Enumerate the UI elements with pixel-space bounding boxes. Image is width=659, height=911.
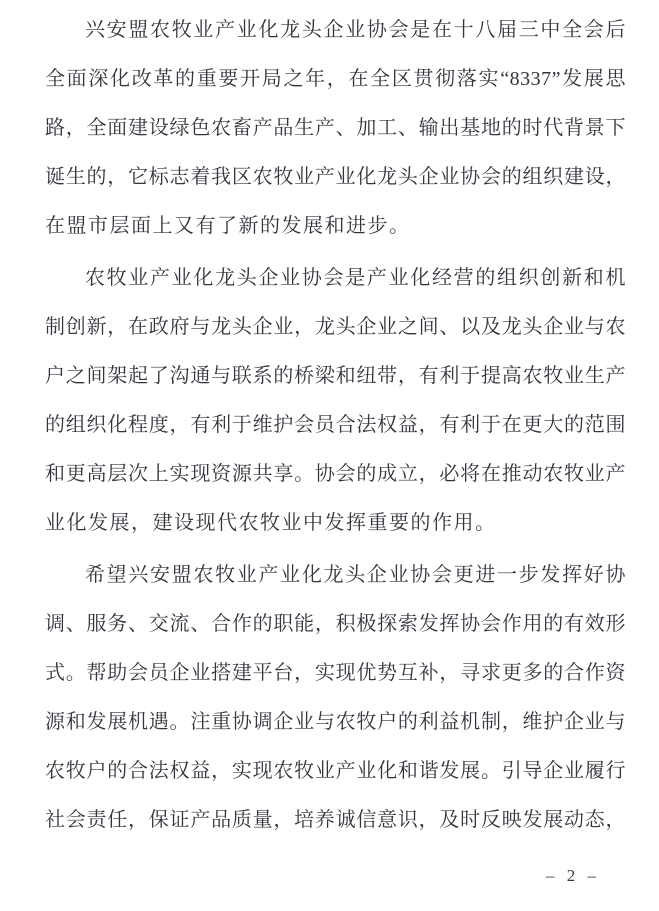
text-line: 业化发展，建设现代农牧业中发挥重要的作用。 <box>45 512 497 534</box>
paragraph <box>45 6 626 251</box>
text-line: 制创新，在政府与龙头企业，龙头企业之间、以及龙头企业与农 <box>45 316 626 338</box>
text-line: 路，全面建设绿色农畜产品生产、加工、输出基地的时代背景下 <box>45 117 626 139</box>
paragraph <box>45 551 626 845</box>
text-line: 诞生的，它标志着我区农牧业产业化龙头企业协会的组织建设， <box>45 166 626 188</box>
text-line: 和更高层次上实现资源共享。协会的成立，必将在推动农牧业产 <box>45 463 626 485</box>
text-line: 式。帮助会员企业搭建平台，实现优势互补，寻求更多的合作资 <box>45 662 626 684</box>
text-line: 农牧户的合法权益，实现农牧业产业化和谐发展。引导企业履行 <box>45 760 626 782</box>
text-line: 源和发展机遇。注重协调企业与农牧户的利益机制，维护企业与 <box>45 711 626 733</box>
page-footer <box>0 866 600 886</box>
text-line: 兴安盟农牧业产业化龙头企业协会是在十八届三中全会后 <box>85 19 626 41</box>
text-line: 在盟市层面上又有了新的发展和进步。 <box>45 215 411 237</box>
text-line: 希望兴安盟农牧业产业化龙头企业协会更进一步发挥好协 <box>85 564 626 586</box>
text-line: 农牧业产业化龙头企业协会是产业化经营的组织创新和机 <box>85 267 626 289</box>
page-number: – 2 – <box>546 866 600 885</box>
text-line: 社会责任，保证产品质量，培养诚信意识，及时反映发展动态， <box>45 809 626 831</box>
text-line: 全面深化改革的重要开局之年，在全区贯彻落实“8337”发展思 <box>45 68 626 90</box>
document-body <box>45 6 626 845</box>
text-line: 调、服务、交流、合作的职能，积极探索发挥协会作用的有效形 <box>45 613 626 635</box>
text-line: 的组织化程度，有利于维护会员合法权益，有利于在更大的范围 <box>45 414 626 436</box>
text-line: 户之间架起了沟通与联系的桥梁和纽带，有利于提高农牧业生产 <box>45 365 626 387</box>
paragraph <box>45 254 626 548</box>
